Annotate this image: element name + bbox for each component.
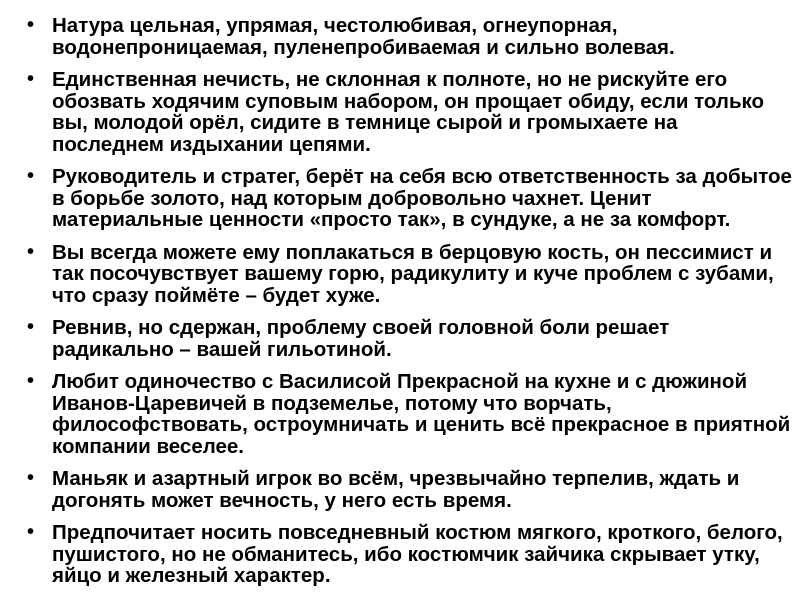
list-item — [22, 69, 792, 155]
list-item-text: Натура цельная, упрямая, честолюбивая, огнеупорная, водонепроницаемая, пуленепробиваемая и сильно волевая. — [52, 14, 675, 59]
bullet-icon: • — [27, 467, 35, 489]
list-item-text: Маньяк и азартный игрок во всём, чрезвычайно терпелив, ждать и догонять может вечность, у него есть время. — [52, 467, 740, 512]
list-item — [22, 468, 792, 511]
list-item — [22, 166, 792, 231]
list-item — [22, 242, 792, 307]
bullet-icon: • — [27, 68, 35, 90]
bullet-icon: • — [27, 316, 35, 338]
list-item — [22, 522, 792, 587]
list-item-text: Вы всегда можете ему поплакаться в берцовую кость, он пессимист и так посочувствует вашему горю, радикулиту и куче проблем с зубами, что сразу поймёте – будет хуже. — [52, 240, 774, 307]
list-item-text: Руководитель и стратег, берёт на себя всю ответственность за добытое в борьбе золото, над которым добровольно чахнет. Ценит материальные ценности «просто так», в сундуке, а не за комфорт. — [52, 165, 792, 231]
bullet-icon: • — [27, 240, 35, 263]
bullet-list — [22, 15, 792, 598]
list-item — [22, 317, 792, 360]
bullet-icon: • — [27, 165, 35, 187]
list-item-text: Ревнив, но сдержан, проблему своей головной боли решает радикально – вашей гильотиной. — [52, 316, 670, 361]
bullet-icon: • — [27, 370, 35, 392]
bullet-icon: • — [27, 521, 35, 543]
list-item-text: Предпочитает носить повседневный костюм мягкого, кроткого, белого, пушистого, но не обманитесь, ибо костюмчик зайчика скрывает утку, яйцо и железный характер. — [52, 521, 783, 587]
bullet-icon: • — [27, 14, 35, 36]
list-item-text: Единственная нечисть, не склонная к полноте, но не рискуйте его обозвать ходячим суповым набором, он прощает обиду, если только вы, молодой орёл, сидите в темнице сырой и громыхаете на последнем издыхании цепями. — [52, 68, 765, 156]
list-item — [22, 15, 792, 58]
list-item — [22, 371, 792, 457]
list-item-text: Любит одиночество с Василисой Прекрасной на кухне и с дюжиной Иванов-Царевичей в подземелье, потому что ворчать, философствовать, остроумничать и ценить всё прекрасное в приятной компании веселее. — [52, 370, 791, 458]
